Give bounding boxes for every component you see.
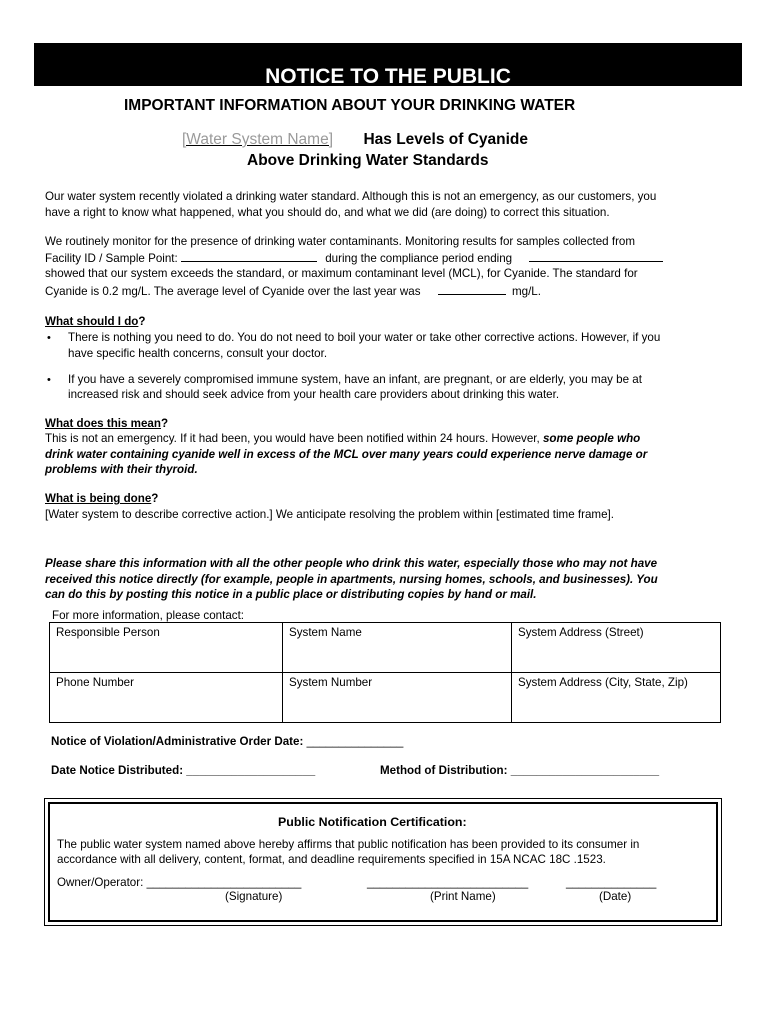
- banner-title: NOTICE TO THE PUBLIC: [265, 65, 511, 88]
- violation-date-row: [51, 734, 403, 750]
- what-should-heading: What should I do?: [45, 315, 146, 328]
- headline-line1: [182, 131, 528, 149]
- monitoring-line2: [45, 250, 663, 267]
- contact-table: [49, 622, 721, 723]
- date-distributed-blank[interactable]: ____________________: [186, 764, 316, 777]
- share-line3: can do this by posting this notice in a public place or distributing copies by hand or mail.: [45, 588, 537, 601]
- bullet1-line1: There is nothing you need to do. You do not need to boil your water or take other corrective actions. However, if you: [68, 331, 661, 344]
- date-blank[interactable]: ______________: [566, 876, 657, 889]
- intro-line1: Our water system recently violated a drinking water standard. Although this is not an emergency, as our customers, you: [45, 190, 657, 203]
- print-name-blank[interactable]: _________________________: [367, 876, 529, 889]
- headline-contaminant: Has Levels of Cyanide: [363, 131, 529, 148]
- bullet-icon: •: [47, 374, 51, 386]
- compliance-period-label: during the compliance period ending: [325, 252, 513, 265]
- distributed-row: [51, 763, 315, 779]
- what-done-line1: [Water system to describe corrective action.] We anticipate resolving the problem within [estimated time frame].: [45, 508, 614, 521]
- bullet2-line1: If you have a severely compromised immune system, have an infant, are pregnant, or are elderly, you may be at: [68, 373, 642, 386]
- what-mean-line3: problems with their thyroid.: [45, 463, 198, 476]
- bullet-icon: •: [47, 332, 51, 344]
- method-blank[interactable]: _______________________: [510, 764, 660, 777]
- what-mean-line2: drink water containing cyanide well in excess of the MCL over many years could experience nerve damage or: [45, 448, 648, 461]
- violation-date-label: Notice of Violation/Administrative Order Date:: [51, 735, 304, 748]
- monitoring-line1: We routinely monitor for the presence of drinking water contaminants. Monitoring results for samples collected from: [45, 235, 636, 248]
- share-line1: Please share this information with all the other people who drink this water, especially those who may not have: [45, 557, 658, 570]
- facility-label: Facility ID / Sample Point:: [45, 252, 178, 265]
- certification-title: Public Notification Certification:: [278, 815, 467, 829]
- certification-line1: The public water system named above hereby affirms that public notification has been provided to its consumer in: [57, 838, 640, 851]
- method-label: Method of Distribution:: [380, 764, 508, 777]
- violation-date-blank[interactable]: _______________: [306, 735, 404, 748]
- subtitle: IMPORTANT INFORMATION ABOUT YOUR DRINKING WATER: [124, 97, 576, 114]
- bullet1-line2: have specific health concerns, consult your doctor.: [68, 347, 328, 360]
- date-caption: (Date): [599, 890, 632, 903]
- responsible-person-cell[interactable]: Responsible Person: [50, 623, 283, 673]
- intro-line2: have a right to know what happened, what you should do, and what we did (are doing) to correct this situation.: [45, 206, 610, 219]
- table-row: [50, 673, 721, 723]
- average-level-blank[interactable]: [438, 283, 506, 295]
- table-row: [50, 623, 721, 673]
- monitoring-line4: [45, 283, 541, 300]
- signature-caption: (Signature): [225, 890, 283, 903]
- what-mean-line1: This is not an emergency. If it had been, you would have been notified within 24 hours. However, some people who: [45, 432, 641, 445]
- notice-banner: [34, 43, 742, 86]
- bullet2-line2: increased risk and should seek advice from your health care providers about drinking this water.: [68, 388, 560, 401]
- print-name-caption: (Print Name): [430, 890, 496, 903]
- phone-number-cell[interactable]: Phone Number: [50, 673, 283, 723]
- method-row: [380, 763, 659, 779]
- system-name-cell[interactable]: System Name: [283, 623, 512, 673]
- system-address-city-cell[interactable]: System Address (City, State, Zip): [512, 673, 721, 723]
- contact-intro: For more information, please contact:: [52, 609, 245, 622]
- system-address-street-cell[interactable]: System Address (Street): [512, 623, 721, 673]
- headline-line2: Above Drinking Water Standards: [247, 152, 489, 169]
- signature-blank[interactable]: ________________________: [146, 876, 302, 889]
- share-line2: received this notice directly (for example, people in apartments, nursing homes, schools, and businesses). You: [45, 573, 658, 586]
- water-system-name-placeholder[interactable]: [Water System Name]: [182, 131, 334, 148]
- date-distributed-label: Date Notice Distributed:: [51, 764, 184, 777]
- system-number-cell[interactable]: System Number: [283, 673, 512, 723]
- unit-label: mg/L.: [511, 285, 541, 298]
- certification-line2: accordance with all delivery, content, format, and deadline requirements specified in 15A NCAC 18C .1523.: [57, 853, 606, 866]
- average-level-label: Cyanide is 0.2 mg/L. The average level of Cyanide over the last year was: [45, 285, 421, 298]
- facility-id-blank[interactable]: [181, 250, 317, 262]
- owner-label: Owner/Operator:: [57, 876, 144, 889]
- what-mean-heading: What does this mean?: [45, 417, 169, 430]
- monitoring-line3: showed that our system exceeds the standard, or maximum contaminant level (MCL), for Cyanide. The standard for: [45, 267, 638, 280]
- compliance-period-blank[interactable]: [529, 250, 663, 262]
- what-done-heading: What is being done?: [45, 492, 159, 505]
